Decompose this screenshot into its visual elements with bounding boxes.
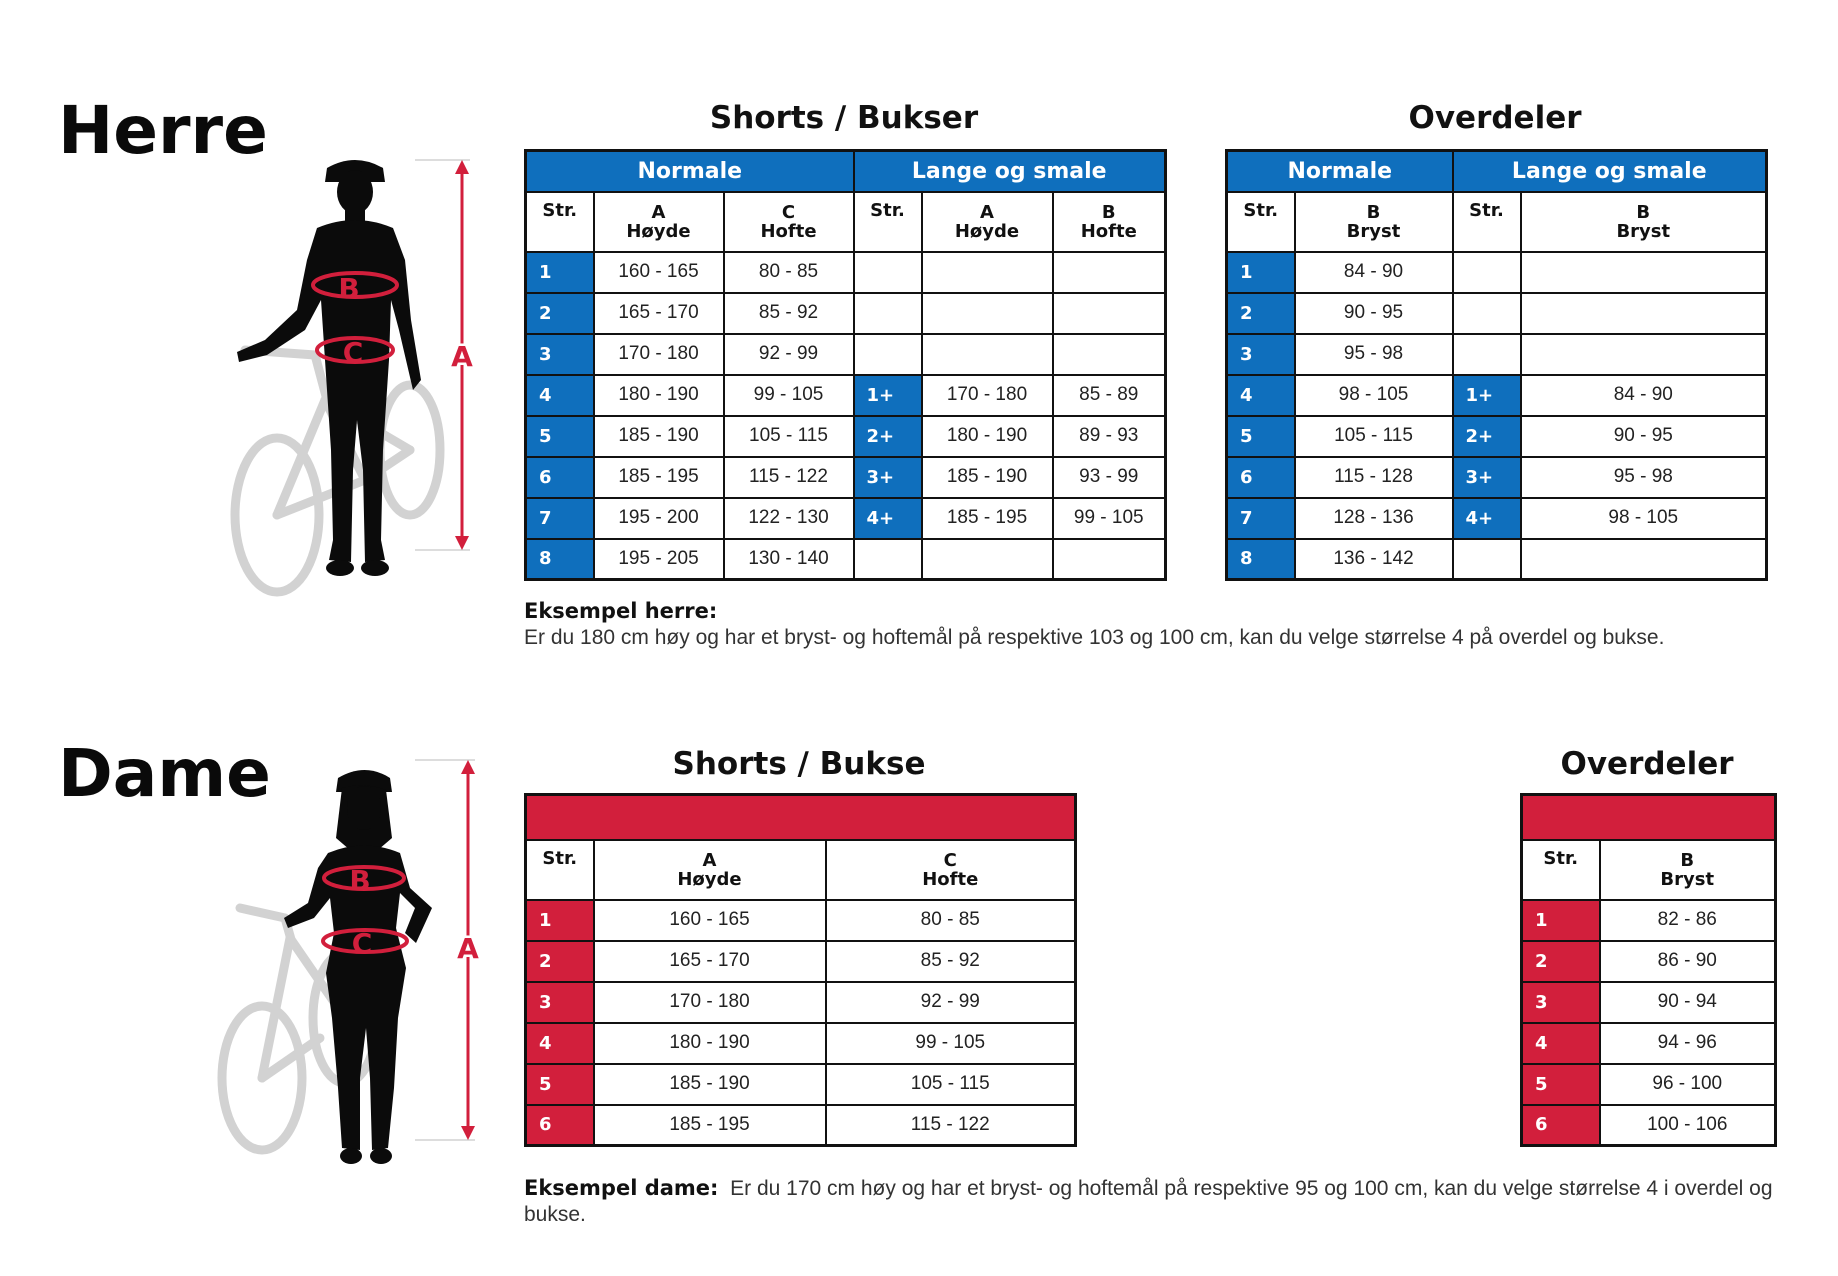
size-cell: 4 [526, 1023, 594, 1064]
value-cell [1521, 539, 1767, 580]
table-row [1227, 539, 1767, 580]
size-cell: 3+ [854, 457, 922, 498]
size-cell [1453, 252, 1521, 293]
dame-tops-title: Overdeler [1560, 746, 1734, 782]
value-cell: 185 - 195 [594, 1105, 826, 1146]
value-cell: 93 - 99 [1053, 457, 1166, 498]
value-cell: 185 - 190 [922, 457, 1053, 498]
size-cell [854, 293, 922, 334]
size-cell: 2 [526, 941, 594, 982]
size-cell: 4+ [1453, 498, 1521, 539]
value-cell: 195 - 200 [594, 498, 724, 539]
size-cell: 7 [526, 498, 594, 539]
measure-b-label: B [349, 864, 371, 897]
size-cell: 5 [1227, 416, 1295, 457]
size-cell: 8 [1227, 539, 1295, 580]
size-cell [854, 334, 922, 375]
value-cell [1521, 334, 1767, 375]
size-cell: 3+ [1453, 457, 1521, 498]
table-row [526, 539, 1166, 580]
size-cell: 3 [1522, 982, 1600, 1023]
size-cell [854, 252, 922, 293]
size-cell: 3 [1227, 334, 1295, 375]
size-cell: 6 [526, 1105, 594, 1146]
value-cell: 92 - 99 [724, 334, 854, 375]
table-row [1522, 900, 1776, 941]
value-cell: 95 - 98 [1521, 457, 1767, 498]
measure-b-label: B [338, 272, 360, 305]
table-row [526, 982, 1076, 1023]
value-cell: 185 - 190 [594, 1064, 826, 1105]
size-cell [1453, 334, 1521, 375]
measure-c-label: C [342, 336, 364, 369]
table-row [526, 252, 1166, 293]
table-row [526, 416, 1166, 457]
value-cell: 130 - 140 [724, 539, 854, 580]
herre-shorts-table [524, 149, 1167, 581]
dame-tops-table [1520, 793, 1777, 1147]
value-cell [922, 334, 1053, 375]
size-cell: 4+ [854, 498, 922, 539]
size-cell: 2 [1522, 941, 1600, 982]
dame-example-label: Eksempel dame: [524, 1176, 719, 1200]
table-row [526, 457, 1166, 498]
col-header-chest: B Bryst [1295, 192, 1453, 252]
col-header-hip: C Hofte [724, 192, 854, 252]
value-cell: 85 - 92 [724, 293, 854, 334]
value-cell [1053, 334, 1166, 375]
value-cell: 92 - 99 [826, 982, 1076, 1023]
value-cell [1521, 252, 1767, 293]
value-cell: 115 - 122 [826, 1105, 1076, 1146]
table-row [1227, 293, 1767, 334]
value-cell: 170 - 180 [922, 375, 1053, 416]
size-cell: 2+ [1453, 416, 1521, 457]
value-cell: 170 - 180 [594, 982, 826, 1023]
size-cell: 7 [1227, 498, 1295, 539]
table-row [1227, 375, 1767, 416]
table-row [1522, 1105, 1776, 1146]
value-cell: 90 - 94 [1600, 982, 1776, 1023]
table-row [526, 1064, 1076, 1105]
size-cell: 2 [526, 293, 594, 334]
value-cell: 105 - 115 [826, 1064, 1076, 1105]
value-cell [1053, 293, 1166, 334]
col-header-size: Str. [1227, 192, 1295, 252]
table-row [1522, 1023, 1776, 1064]
group-header-long: Lange og smale [854, 151, 1166, 192]
value-cell: 180 - 190 [922, 416, 1053, 457]
size-cell: 1 [1522, 900, 1600, 941]
value-cell: 100 - 106 [1600, 1105, 1776, 1146]
group-header-long: Lange og smale [1453, 151, 1767, 192]
col-header-height: A Høyde [594, 192, 724, 252]
col-header-hip: C Hofte [826, 840, 1076, 900]
value-cell: 128 - 136 [1295, 498, 1453, 539]
col-header-chest-long: B Bryst [1521, 192, 1767, 252]
value-cell: 82 - 86 [1600, 900, 1776, 941]
table-row [526, 293, 1166, 334]
value-cell: 180 - 190 [594, 375, 724, 416]
herre-title: Herre [58, 92, 268, 169]
value-cell: 99 - 105 [1053, 498, 1166, 539]
group-header-normal: Normale [1227, 151, 1453, 192]
table-row [526, 498, 1166, 539]
value-cell [922, 539, 1053, 580]
size-cell: 4 [1227, 375, 1295, 416]
col-header-height: A Høyde [594, 840, 826, 900]
value-cell: 105 - 115 [724, 416, 854, 457]
value-cell: 98 - 105 [1295, 375, 1453, 416]
value-cell: 185 - 195 [594, 457, 724, 498]
value-cell: 84 - 90 [1295, 252, 1453, 293]
value-cell: 98 - 105 [1521, 498, 1767, 539]
woman-cyclist-figure-icon [210, 758, 490, 1168]
herre-example [524, 598, 1784, 651]
value-cell: 165 - 170 [594, 941, 826, 982]
size-cell: 1+ [854, 375, 922, 416]
value-cell: 89 - 93 [1053, 416, 1166, 457]
value-cell: 85 - 89 [1053, 375, 1166, 416]
table-row [526, 334, 1166, 375]
value-cell: 160 - 165 [594, 252, 724, 293]
table-row [1227, 457, 1767, 498]
value-cell: 94 - 96 [1600, 1023, 1776, 1064]
table-row [1227, 334, 1767, 375]
size-cell: 5 [526, 1064, 594, 1105]
value-cell: 170 - 180 [594, 334, 724, 375]
value-cell [1053, 252, 1166, 293]
value-cell: 115 - 122 [724, 457, 854, 498]
value-cell: 165 - 170 [594, 293, 724, 334]
table-row [526, 941, 1076, 982]
table-row [1522, 941, 1776, 982]
value-cell: 160 - 165 [594, 900, 826, 941]
value-cell: 185 - 195 [922, 498, 1053, 539]
size-cell: 6 [1227, 457, 1295, 498]
herre-shorts-title: Shorts / Bukser [709, 100, 979, 136]
value-cell [1053, 539, 1166, 580]
herre-tops-title: Overdeler [1408, 100, 1582, 136]
value-cell [922, 252, 1053, 293]
value-cell: 80 - 85 [826, 900, 1076, 941]
value-cell: 99 - 105 [724, 375, 854, 416]
measure-a-label: A [451, 340, 473, 373]
value-cell: 85 - 92 [826, 941, 1076, 982]
table-row [526, 375, 1166, 416]
value-cell: 195 - 205 [594, 539, 724, 580]
col-header-size-long: Str. [1453, 192, 1521, 252]
measure-a-label: A [457, 932, 479, 965]
size-cell: 4 [1522, 1023, 1600, 1064]
value-cell: 90 - 95 [1521, 416, 1767, 457]
dame-example-text: Er du 170 cm høy og har et bryst- og hoftemål på respektive 95 og 100 cm, kan du velge størrelse 4 i overdel og bukse. [524, 1177, 1773, 1226]
size-cell: 5 [1522, 1064, 1600, 1105]
dame-shorts-title: Shorts / Bukse [672, 746, 926, 782]
size-cell: 8 [526, 539, 594, 580]
dame-shorts-table [524, 793, 1077, 1147]
group-header-banner [1522, 795, 1776, 840]
value-cell [922, 293, 1053, 334]
col-header-size: Str. [526, 840, 594, 900]
value-cell: 95 - 98 [1295, 334, 1453, 375]
value-cell: 180 - 190 [594, 1023, 826, 1064]
size-cell: 3 [526, 334, 594, 375]
value-cell: 99 - 105 [826, 1023, 1076, 1064]
size-cell: 6 [1522, 1105, 1600, 1146]
dame-example [524, 1175, 1784, 1228]
group-header-normal: Normale [526, 151, 854, 192]
table-row [1227, 252, 1767, 293]
value-cell: 115 - 128 [1295, 457, 1453, 498]
measure-c-label: C [351, 927, 373, 960]
size-cell: 1+ [1453, 375, 1521, 416]
table-row [1522, 1064, 1776, 1105]
herre-tops-table [1225, 149, 1768, 581]
value-cell: 136 - 142 [1295, 539, 1453, 580]
value-cell: 185 - 190 [594, 416, 724, 457]
col-header-size: Str. [526, 192, 594, 252]
table-row [1522, 982, 1776, 1023]
value-cell: 84 - 90 [1521, 375, 1767, 416]
size-cell [854, 539, 922, 580]
man-silhouette [237, 160, 421, 576]
value-cell: 86 - 90 [1600, 941, 1776, 982]
value-cell: 105 - 115 [1295, 416, 1453, 457]
size-cell [1453, 293, 1521, 334]
value-cell: 80 - 85 [724, 252, 854, 293]
value-cell: 122 - 130 [724, 498, 854, 539]
size-cell: 2+ [854, 416, 922, 457]
col-header-size-long: Str. [854, 192, 922, 252]
herre-example-label: Eksempel herre: [524, 599, 718, 623]
table-row [526, 1105, 1076, 1146]
col-header-size: Str. [1522, 840, 1600, 900]
value-cell: 96 - 100 [1600, 1064, 1776, 1105]
col-header-chest: B Bryst [1600, 840, 1776, 900]
size-cell: 2 [1227, 293, 1295, 334]
size-cell: 4 [526, 375, 594, 416]
dame-title: Dame [58, 735, 271, 812]
table-row [526, 1023, 1076, 1064]
herre-example-text: Er du 180 cm høy og har et bryst- og hoftemål på respektive 103 og 100 cm, kan du velge størrelse 4 på overdel og bukse. [524, 626, 1665, 649]
value-cell: 90 - 95 [1295, 293, 1453, 334]
size-cell: 1 [526, 252, 594, 293]
size-cell: 1 [526, 900, 594, 941]
table-row [1227, 416, 1767, 457]
table-row [526, 900, 1076, 941]
size-cell: 3 [526, 982, 594, 1023]
size-cell [1453, 539, 1521, 580]
size-cell: 6 [526, 457, 594, 498]
group-header-banner [526, 795, 1076, 840]
man-cyclist-figure-icon [215, 150, 485, 600]
col-header-hip-long: B Hofte [1053, 192, 1166, 252]
table-row [1227, 498, 1767, 539]
value-cell [1521, 293, 1767, 334]
size-cell: 5 [526, 416, 594, 457]
size-cell: 1 [1227, 252, 1295, 293]
col-header-height-long: A Høyde [922, 192, 1053, 252]
